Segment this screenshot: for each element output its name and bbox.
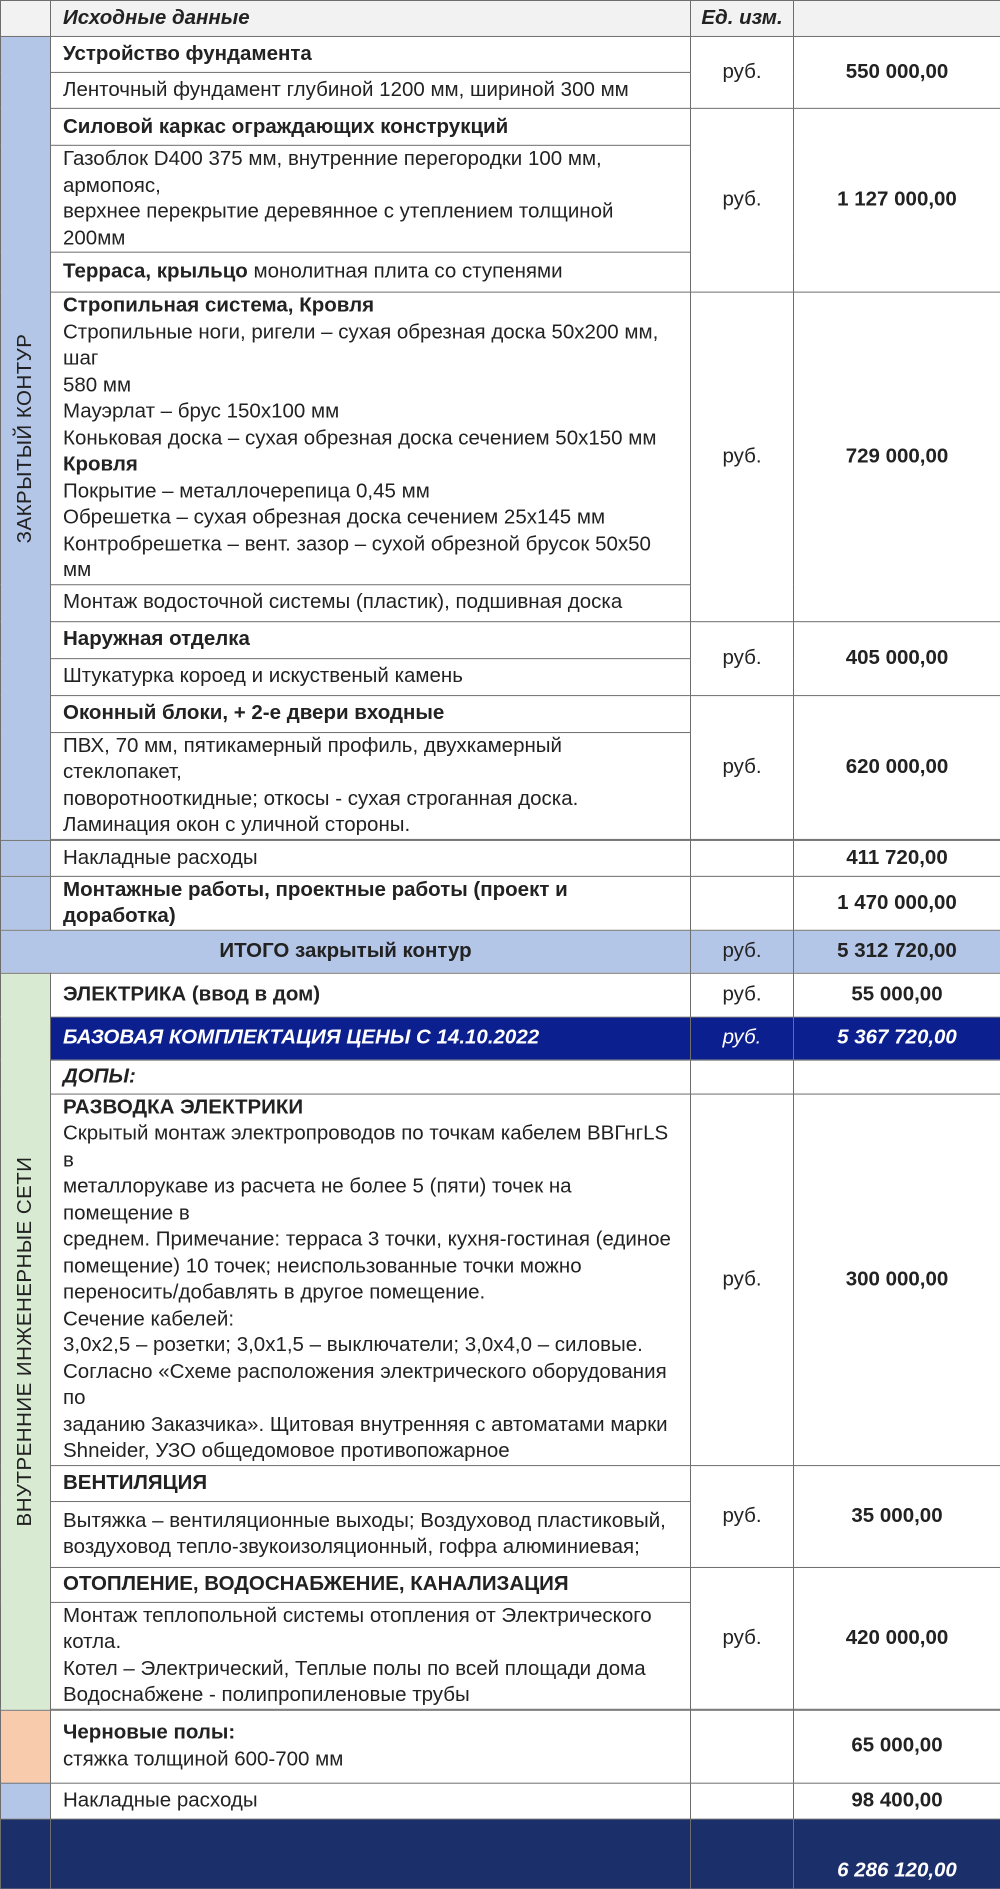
table-row <box>1 621 1000 658</box>
roof-value: 729 000,00 <box>794 292 1000 621</box>
section-marker-blue <box>1 1783 51 1819</box>
grand-total-unit <box>691 1819 794 1889</box>
section-engineering <box>1 973 51 1710</box>
facade-desc: Штукатурка короед и искуственый камень <box>51 658 691 695</box>
overhead-2-value: 98 400,00 <box>794 1783 1000 1819</box>
wiring-line: переносить/добавлять в другое помещение. <box>63 1279 678 1305</box>
base-price-label: БАЗОВАЯ КОМПЛЕКТАЦИЯ ЦЕНЫ С 14.10.2022 <box>51 1017 691 1060</box>
roof-title: Стропильная система, Кровля <box>63 293 678 319</box>
wiring-line: Shneider, УЗО общедомовое противопожарное <box>63 1438 678 1464</box>
windows-desc <box>51 732 691 839</box>
installation-label: Монтажные работы, проектные работы (проект и доработка) <box>51 876 691 930</box>
total-closed-value: 5 312 720,00 <box>794 930 1000 973</box>
frame-title: Силовой каркас ограждающих конструкций <box>51 108 691 145</box>
electric-input-label: ЭЛЕКТРИКА (ввод в дом) <box>51 973 691 1017</box>
heating-unit: руб. <box>691 1567 794 1709</box>
overhead-1-label: Накладные расходы <box>51 840 691 876</box>
section-marker-blue <box>1 876 51 930</box>
header-label: Исходные данные <box>51 0 691 36</box>
ventilation-desc <box>51 1501 691 1567</box>
total-closed-unit: руб. <box>691 930 794 973</box>
windows-value: 620 000,00 <box>794 695 1000 839</box>
roof-line: Коньковая доска – сухая обрезная доска сечением 50х150 мм <box>63 425 678 451</box>
total-closed-label: ИТОГО закрытый контур <box>1 930 691 973</box>
terrace-desc: монолитная плита со ступенями <box>248 260 563 283</box>
heating-line: Котел – Электрический, Теплые полы по всей площади дома <box>63 1655 678 1681</box>
table-row <box>1 292 1000 584</box>
table-row <box>1 973 1000 1017</box>
extras-unit <box>691 1060 794 1094</box>
wiring-line: Сечение кабелей: <box>63 1306 678 1332</box>
wiring-line: металлорукаве из расчета не более 5 (пяти) точек на помещение в <box>63 1173 678 1226</box>
ventilation-value: 35 000,00 <box>794 1465 1000 1567</box>
roof-desc <box>51 292 691 584</box>
installation-unit <box>691 876 794 930</box>
wiring-title: РАЗВОДКА ЭЛЕКТРИКИ <box>63 1094 678 1120</box>
foundation-title: Устройство фундамента <box>51 36 691 72</box>
wiring-desc <box>51 1094 691 1466</box>
table-row <box>1 36 1000 72</box>
windows-unit: руб. <box>691 695 794 839</box>
heating-value: 420 000,00 <box>794 1567 1000 1709</box>
grand-total-value: 6 286 120,00 <box>794 1819 1000 1889</box>
frame-value: 1 127 000,00 <box>794 108 1000 292</box>
windows-line: Ламинация окон с уличной стороны. <box>63 812 678 838</box>
electric-input-value: 55 000,00 <box>794 973 1000 1017</box>
wiring-line: 3,0х2,5 – розетки; 3,0х1,5 – выключатели; 3,0х4,0 – силовые. <box>63 1332 678 1358</box>
roof-line: 580 мм <box>63 372 678 398</box>
extras-label: ДОПЫ: <box>51 1060 691 1094</box>
table-header-row <box>1 0 1000 36</box>
floors-unit <box>691 1710 794 1783</box>
base-price-value: 5 367 720,00 <box>794 1017 1000 1060</box>
floors-desc <box>51 1710 691 1783</box>
floors-value: 65 000,00 <box>794 1710 1000 1783</box>
wiring-line: Скрытый монтаж электропроводов по точкам кабелем ВВГнгLS в <box>63 1121 678 1174</box>
foundation-value: 550 000,00 <box>794 36 1000 108</box>
frame-desc <box>51 145 691 252</box>
overhead-2-label: Накладные расходы <box>51 1783 691 1819</box>
header-value <box>794 0 1000 36</box>
table-row <box>1 1465 1000 1501</box>
roof-line: Стропильные ноги, ригели – сухая обрезная доска 50х200 мм, шаг <box>63 319 678 372</box>
heating-line: Монтаж теплопольной системы отопления от Электрического котла. <box>63 1602 678 1655</box>
base-price-row <box>1 1017 1000 1060</box>
table-row <box>1 1783 1000 1819</box>
section-closed-contour <box>1 36 51 839</box>
grand-total-label <box>51 1819 691 1889</box>
wiring-unit: руб. <box>691 1094 794 1466</box>
ventilation-line: Вытяжка – вентиляционные выходы; Воздуховод пластиковый, <box>63 1508 678 1534</box>
table-row <box>1 1710 1000 1783</box>
roof-line: Мауэрлат – брус 150х100 мм <box>63 398 678 424</box>
overhead-1-value: 411 720,00 <box>794 840 1000 876</box>
roof-unit: руб. <box>691 292 794 621</box>
facade-value: 405 000,00 <box>794 621 1000 695</box>
wiring-value: 300 000,00 <box>794 1094 1000 1466</box>
roof-line: Обрешетка – сухая обрезная доска сечением 25х145 мм <box>63 504 678 530</box>
table-row <box>1 840 1000 876</box>
grand-total-side <box>1 1819 51 1889</box>
roof-subtitle: Кровля <box>63 451 678 477</box>
section-marker-peach <box>1 1710 51 1783</box>
floors-line: стяжка толщиной 600-700 мм <box>63 1746 678 1772</box>
table-row <box>1 876 1000 930</box>
roof-line: Контробрешетка – вент. зазор – сухой обрезной брусок 50х50 мм <box>63 531 678 584</box>
windows-title: Оконный блоки, + 2-е двери входные <box>51 695 691 732</box>
roof-line: Покрытие – металлочерепица 0,45 мм <box>63 478 678 504</box>
section-engineering-label: ВНУТРЕННИЕ ИНЖЕНЕРНЫЕ СЕТИ <box>12 1156 39 1526</box>
ventilation-unit: руб. <box>691 1465 794 1567</box>
frame-unit: руб. <box>691 108 794 292</box>
overhead-1-unit <box>691 840 794 876</box>
overhead-2-unit <box>691 1783 794 1819</box>
table-row <box>1 1060 1000 1094</box>
electric-input-unit: руб. <box>691 973 794 1017</box>
windows-line: ПВХ, 70 мм, пятикамерный профиль, двухкамерный стеклопакет, <box>63 733 678 786</box>
extras-value <box>794 1060 1000 1094</box>
terrace-title: Терраса, крыльцо <box>63 260 248 283</box>
foundation-desc: Ленточный фундамент глубиной 1200 мм, шириной 300 мм <box>51 72 691 108</box>
facade-title: Наружная отделка <box>51 621 691 658</box>
table-row <box>1 1567 1000 1602</box>
wiring-line: Согласно «Схеме расположения электрического оборудования по <box>63 1359 678 1412</box>
table-row <box>1 1094 1000 1466</box>
table-row <box>1 108 1000 145</box>
foundation-unit: руб. <box>691 36 794 108</box>
table-row <box>1 695 1000 732</box>
wiring-line: среднем. Примечание: терраса 3 точки, кухня-гостиная (единое <box>63 1226 678 1252</box>
frame-desc-line: верхнее перекрытие деревянное с утеплением толщиной 200мм <box>63 199 678 252</box>
header-unit: Ед. изм. <box>691 0 794 36</box>
windows-line: поворотнооткидные; откосы - сухая строганная доска. <box>63 785 678 811</box>
section-marker-blue <box>1 840 51 876</box>
floors-title: Черновые полы: <box>63 1720 678 1746</box>
frame-desc-line: Газоблок D400 375 мм, внутренние перегородки 100 мм, армопояс, <box>63 146 678 199</box>
header-blank-cell <box>1 0 51 36</box>
grand-total-row <box>1 1819 1000 1889</box>
heating-line: Водоснабжене - полипропиленовые трубы <box>63 1682 678 1708</box>
heating-desc <box>51 1602 691 1709</box>
facade-unit: руб. <box>691 621 794 695</box>
total-closed-row <box>1 930 1000 973</box>
terrace-cell <box>51 252 691 292</box>
roof-drain: Монтаж водосточной системы (пластик), подшивная доска <box>51 584 691 621</box>
ventilation-title: ВЕНТИЛЯЦИЯ <box>51 1465 691 1501</box>
installation-value: 1 470 000,00 <box>794 876 1000 930</box>
ventilation-line: воздуховод тепло-звукоизоляционный, гофра алюминиевая; <box>63 1534 678 1560</box>
wiring-line: заданию Заказчика». Щитовая внутренняя с автоматами марки <box>63 1412 678 1438</box>
base-price-unit: руб. <box>691 1017 794 1060</box>
heating-title: ОТОПЛЕНИЕ, ВОДОСНАБЖЕНИЕ, КАНАЛИЗАЦИЯ <box>51 1567 691 1602</box>
wiring-line: помещение) 10 точек; неиспользованные точки можно <box>63 1253 678 1279</box>
section-closed-contour-label: ЗАКРЫТЫЙ КОНТУР <box>12 333 39 543</box>
